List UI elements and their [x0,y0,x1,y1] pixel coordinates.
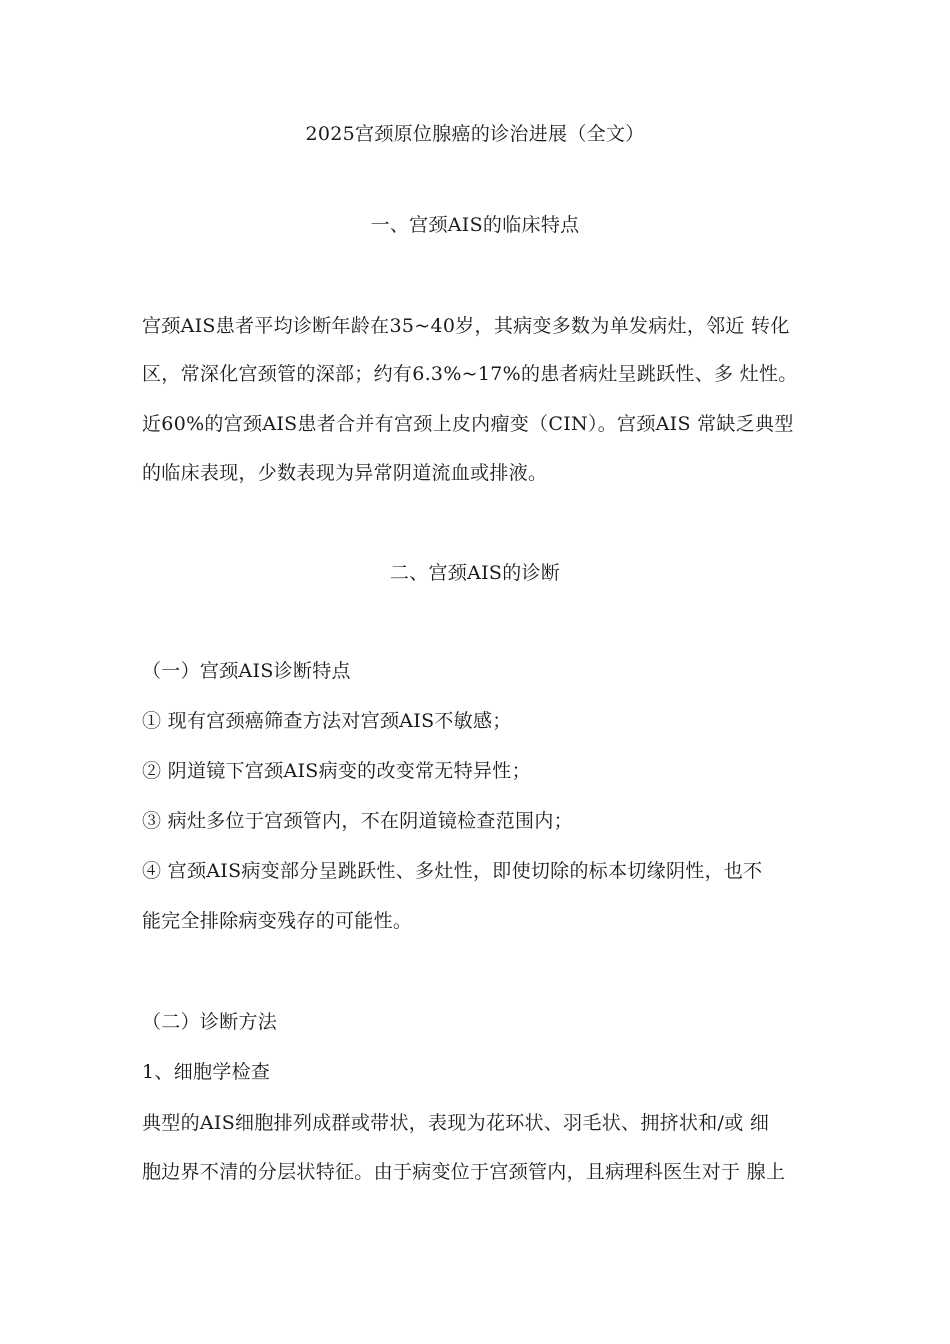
numbered-heading-cytology: 1、细胞学检查 [142,1061,271,1083]
list-item: ④ 宫颈AIS病变部分呈跳跃性、多灶性，即使切除的标本切缘阴性，也不 [142,860,763,882]
subsection-heading-diagnosis-features: （一）宫颈AIS诊断特点 [142,660,351,682]
paragraph-line: 近60%的宫颈AIS患者合并有宫颈上皮内瘤变（CIN）。宫颈AIS 常缺乏典型 [142,413,794,435]
paragraph-line: 胞边界不清的分层状特征。由于病变位于宫颈管内，且病理科医生对于 腺上 [142,1161,786,1183]
paragraph-line: 宫颈AIS患者平均诊断年龄在35~40岁，其病变多数为单发病灶，邻近 转化 [142,315,790,337]
section-heading-clinical-features: 一、宫颈AIS的临床特点 [370,214,580,236]
list-item-continuation: 能完全排除病变残存的可能性。 [142,910,413,932]
list-item: ② 阴道镜下宫颈AIS病变的改变常无特异性； [142,760,531,782]
list-item: ① 现有宫颈癌筛查方法对宫颈AIS不敏感； [142,710,512,732]
list-item: ③ 病灶多位于宫颈管内，不在阴道镜检查范围内； [142,810,573,832]
paragraph-line: 区，常深化宫颈管的深部；约有6.3%~17%的患者病灶呈跳跃性、多 灶性。 [142,363,798,385]
section-heading-diagnosis: 二、宫颈AIS的诊断 [389,562,561,584]
paragraph-line: 的临床表现，少数表现为异常阴道流血或排液。 [142,462,548,484]
document-title: 2025宫颈原位腺癌的诊治进展（全文） [305,123,645,145]
subsection-heading-diagnosis-methods: （二）诊断方法 [142,1011,278,1033]
paragraph-line: 典型的AIS细胞排列成群或带状，表现为花环状、羽毛状、拥挤状和/或 细 [142,1112,770,1134]
